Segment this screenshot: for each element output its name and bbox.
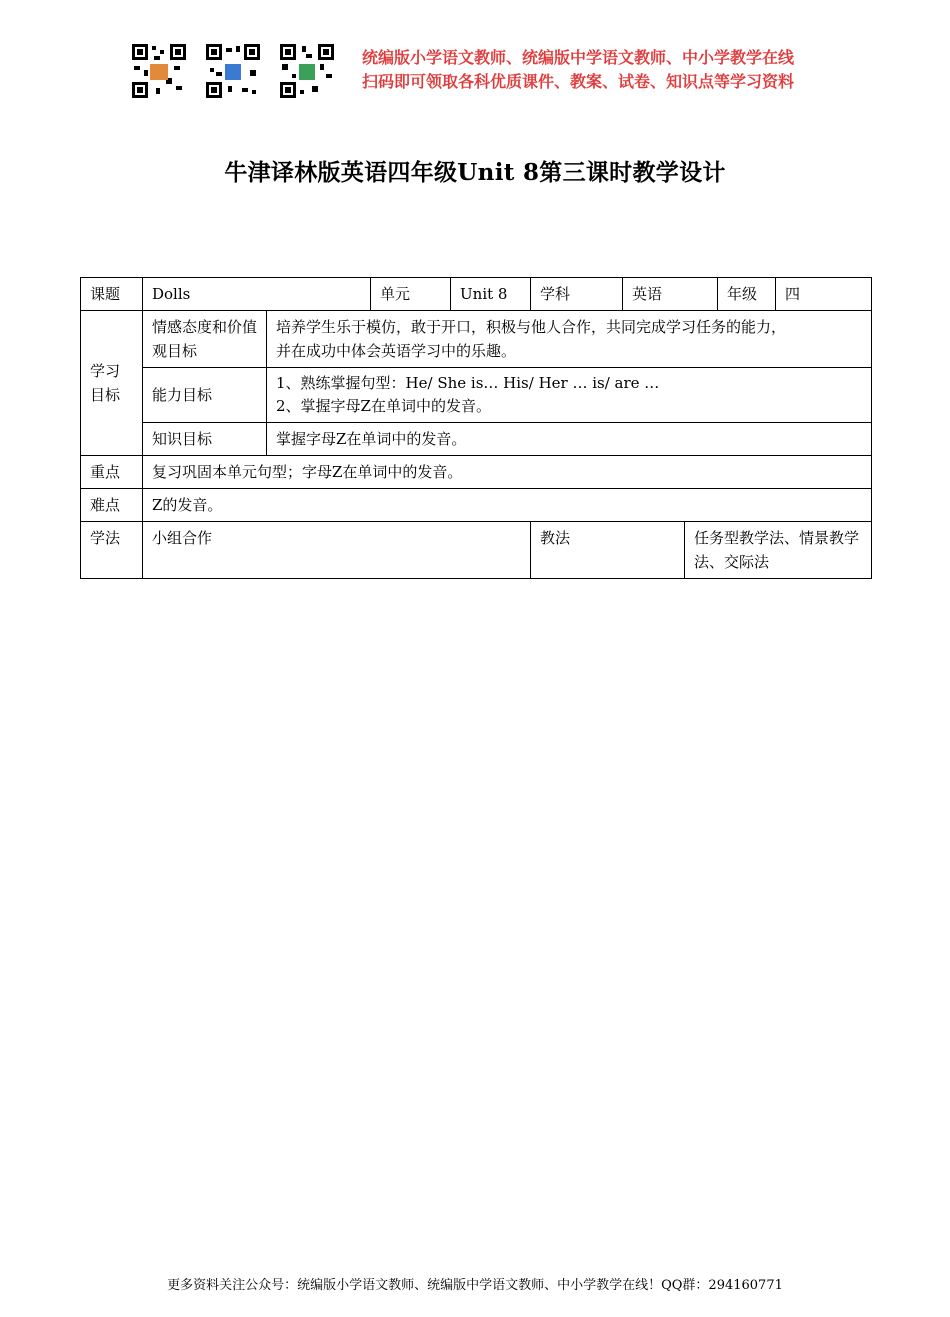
- goal-label: 知识目标: [143, 423, 267, 456]
- unit-label: 单元: [371, 278, 451, 311]
- goal-line: 并在成功中体会英语学习中的乐趣。: [276, 342, 517, 360]
- key-label: 重点: [81, 456, 143, 489]
- table-row: [81, 522, 872, 579]
- learn-value: 小组合作: [143, 522, 531, 579]
- learn-label: 学法: [81, 522, 143, 579]
- banner-line: 扫码即可领取各科优质课件、教案、试卷、知识点等学习资料: [362, 72, 795, 91]
- goals-label: [81, 311, 143, 456]
- goal-content: [267, 311, 872, 368]
- goals-label-text: 学习目标: [90, 362, 121, 404]
- table-row: [81, 423, 872, 456]
- table-row: [81, 456, 872, 489]
- grade-value: 四: [776, 278, 872, 311]
- header-banner: [130, 40, 830, 104]
- difficult-label: 难点: [81, 489, 143, 522]
- teach-value: 任务型教学法、情景教学法、交际法: [685, 522, 872, 579]
- teach-label: 教法: [531, 522, 685, 579]
- unit-value: Unit 8: [451, 278, 531, 311]
- goal-line: 掌握字母Z在单词中的发音。: [276, 430, 467, 448]
- topic-value: Dolls: [143, 278, 371, 311]
- page-title: 牛津译林版英语四年级Unit 8第三课时教学设计: [224, 159, 726, 186]
- difficult-value: Z的发音。: [143, 489, 872, 522]
- goal-label: 情感态度和价值观目标: [143, 311, 267, 368]
- table-row: [81, 368, 872, 423]
- key-value: 复习巩固本单元句型；字母Z在单词中的发音。: [143, 456, 872, 489]
- goal-line: 2、掌握字母Z在单词中的发音。: [276, 397, 491, 415]
- goal-line: 1、熟练掌握句型：He/ She is… His/ Her … is/ are …: [276, 374, 660, 392]
- topic-label: 课题: [81, 278, 143, 311]
- subject-value: 英语: [623, 278, 718, 311]
- table-row: [81, 311, 872, 368]
- goal-content: [267, 368, 872, 423]
- subject-label: 学科: [531, 278, 623, 311]
- goal-line: 培养学生乐于模仿，敢于开口，积极与他人合作，共同完成学习任务的能力，: [276, 318, 787, 336]
- banner-line: 统编版小学语文教师、统编版中学语文教师、中小学教学在线: [362, 48, 795, 67]
- lesson-plan-table: [80, 277, 872, 579]
- table-row: [81, 489, 872, 522]
- table-row: [81, 278, 872, 311]
- qr-code-icon: [204, 42, 262, 100]
- goal-content: [267, 423, 872, 456]
- footer-text: 更多资料关注公众号：统编版小学语文教师、统编版中学语文教师、中小学教学在线！QQ群：294160771: [167, 1278, 783, 1293]
- promo-banner: [362, 46, 832, 94]
- grade-label: 年级: [718, 278, 776, 311]
- goal-label: 能力目标: [143, 368, 267, 423]
- qr-code-icon: [130, 42, 188, 100]
- qr-code-icon: [278, 42, 336, 100]
